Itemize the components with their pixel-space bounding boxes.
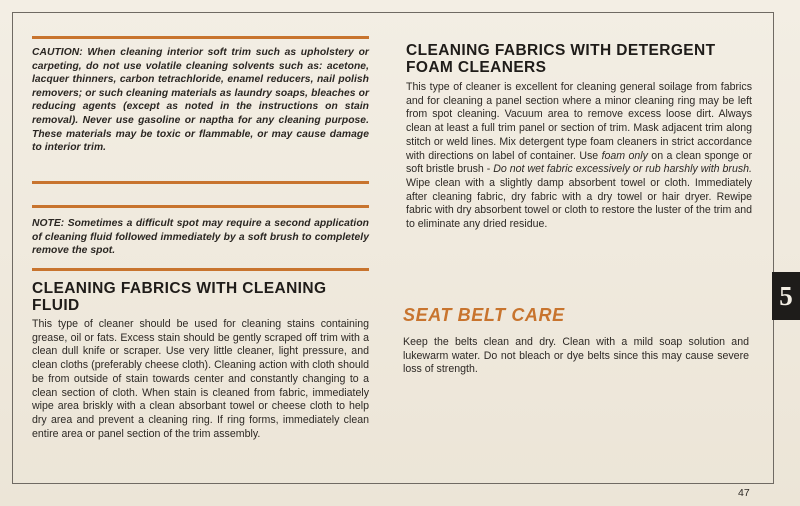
detergent-body-part3: Wipe clean with a slightly damp absorbent towel or cloth. Immediately after cleaning fabric, dry fabric with a dry towel or hair dryer. Rewipe fabric with dry absorbent towel or cloth to restore the luster of the trim and to eliminate any dried residue. (406, 176, 752, 231)
fluid-section-heading (32, 280, 372, 314)
detergent-body-emphasis1: foam only (601, 149, 648, 162)
caution-bottom-rule (32, 181, 369, 184)
fluid-section-body: This type of cleaner should be used for cleaning stains containing grease, oil or fats. Excess stain should be gently scraped off trim with a clean dull knife or scraper. Use very little cleaner, light pressure, and clean cloths (preferably cheese cloth). Cleaning action with cloth should be from outside of stain towards center and constantly changing to a clean section of cloth. When stain is cleaned from fabric, immediately wipe area briskly with a clean absorbant towel or cheese cloth to help dry area and prevent a cleaning ring. If ring forms, immediately clean entire area or panel section of the trim assembly. (32, 318, 369, 440)
page-number: 47 (738, 487, 750, 499)
note-top-rule (32, 205, 369, 208)
section-tab: 5 (772, 272, 800, 320)
detergent-body-part1: This type of cleaner is excellent for cleaning general soilage from fabrics and for cleaning a panel section where a minor cleaning ring may be left from spot cleaning. Vacuum area to remove excess loose dirt. Always clean at least a full trim panel or section of trim. Mask adjacent trim along stitch or weld lines. Mix detergent type foam cleaners in strict accordance with directions on label of container. Use (406, 81, 752, 162)
note-label: NOTE: (32, 218, 65, 229)
seat-belt-body: Keep the belts clean and dry. Clean with a mild soap solution and lukewarm water. Do not bleach or dye belts since this may cause severe loss of strength. (403, 336, 749, 376)
fluid-heading-line2: FLUID (32, 297, 80, 314)
note-bottom-rule (32, 268, 369, 271)
caution-top-rule (32, 36, 369, 39)
caution-text: When cleaning interior soft trim such as upholstery or carpeting, do not use volatile cleaning solvents such as: acetone, lacquer thinners, carbon tetrachloride, enamel reducers, nail polish removers; or such cleaning materials as laundry soaps, bleaches or reducing agents (except as noted in the instructions on stain removal). Never use gasoline or naptha for any cleaning purpose. These materials may be toxic or flammable, or may cause damage to interior trim. (32, 47, 369, 154)
detergent-heading-line1: CLEANING FABRICS WITH DETERGENT (406, 42, 716, 59)
detergent-body-emphasis2: Do not wet fabric excessively or rub harshly with brush. (493, 163, 752, 176)
note-block (32, 217, 369, 258)
detergent-heading-line2: FOAM CLEANERS (406, 59, 547, 76)
detergent-section-heading (406, 42, 752, 76)
note-text: Sometimes a difficult spot may require a second application of cleaning fluid followed immediately by a soft brush to completely remove the spot. (32, 218, 369, 257)
detergent-body-part2: on a clean sponge or soft bristle brush - (406, 149, 752, 176)
detergent-section-body (406, 81, 752, 232)
fluid-heading-line1: CLEANING FABRICS WITH CLEANING (32, 280, 327, 297)
caution-block (32, 46, 369, 155)
caution-label: CAUTION: (32, 47, 83, 58)
seat-belt-heading: SEAT BELT CARE (403, 305, 565, 325)
